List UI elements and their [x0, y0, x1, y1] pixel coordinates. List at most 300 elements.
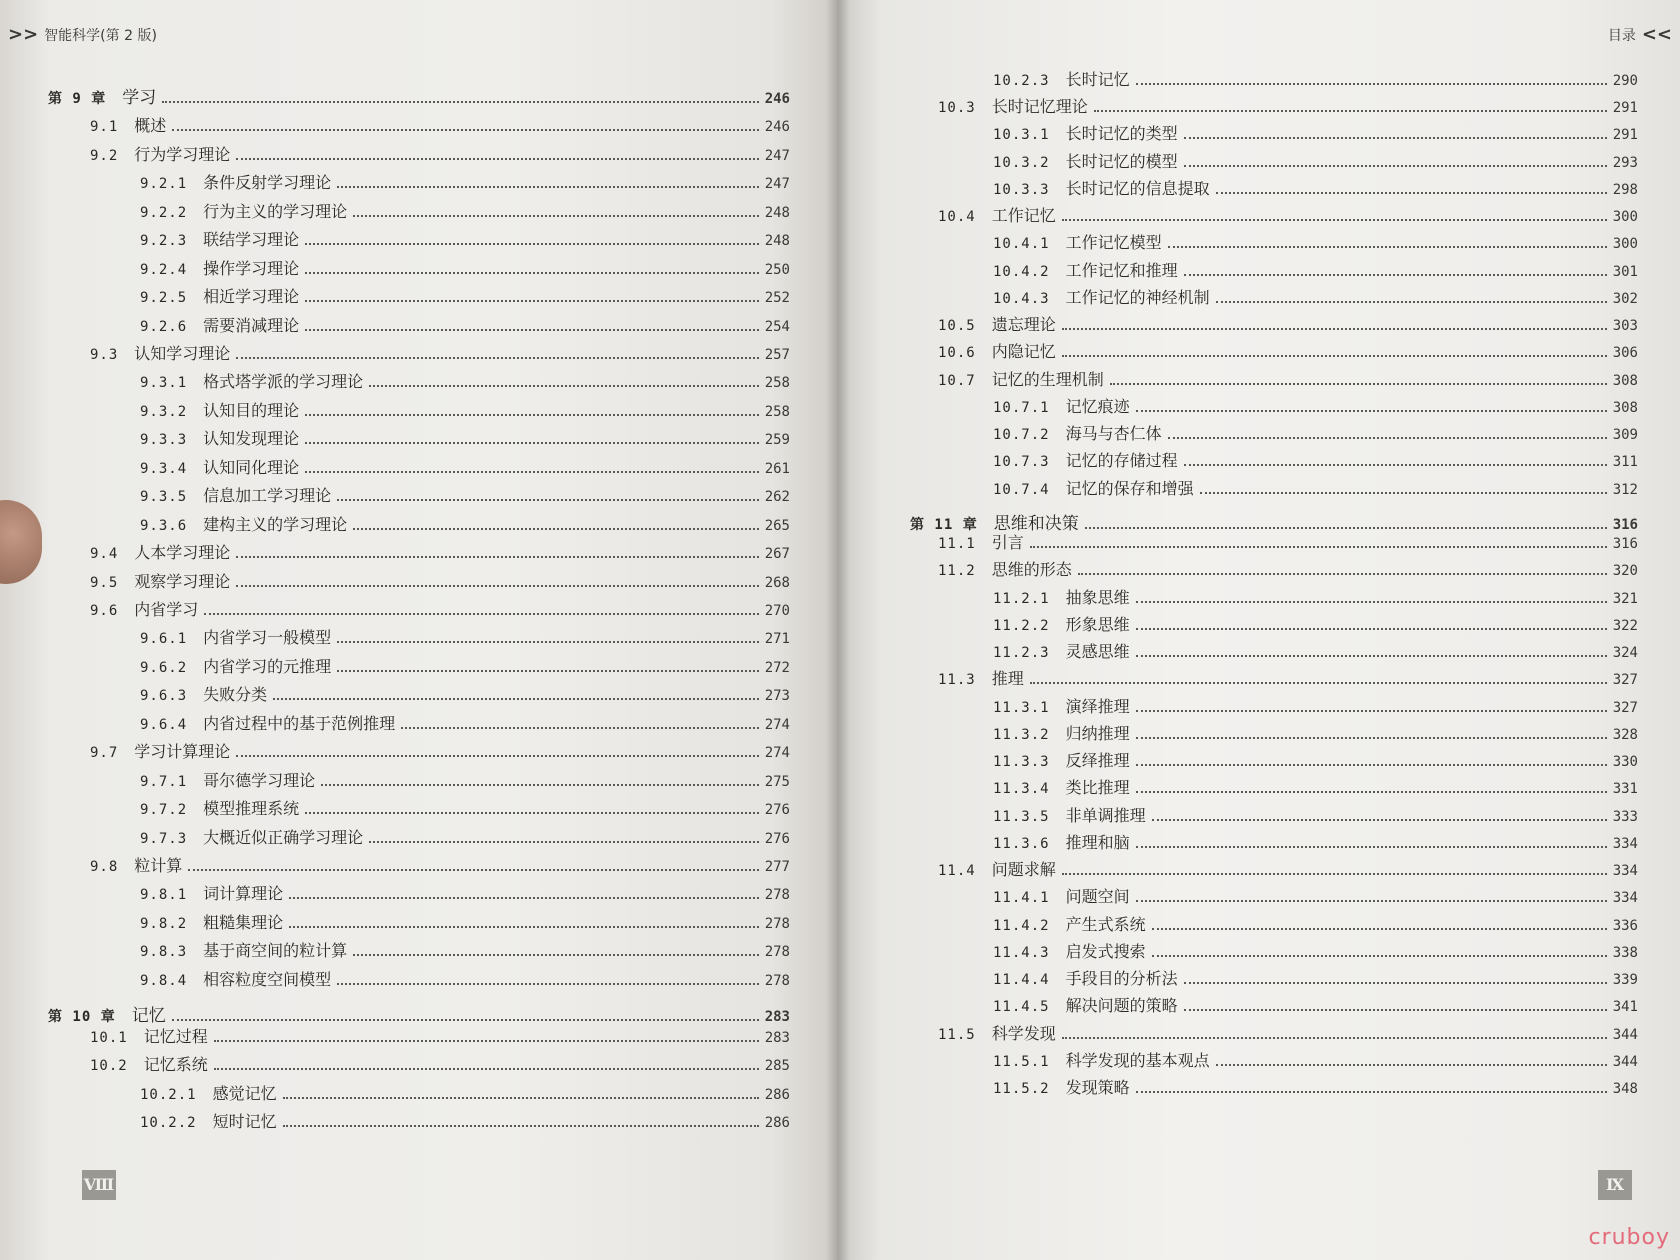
section-number: 11.3.4 — [993, 781, 1050, 797]
section-title: 感觉记忆 — [212, 1084, 277, 1103]
page-ref: 275 — [764, 774, 790, 790]
page-ref: 334 — [1612, 863, 1638, 879]
dot-leader — [305, 812, 759, 814]
section-title: 认知学习理论 — [134, 344, 231, 363]
section-title: 灵感思维 — [1065, 642, 1130, 661]
toc-entry — [993, 479, 1638, 500]
page-ref: 316 — [1612, 536, 1638, 552]
toc-chapter-entry — [910, 514, 1638, 535]
page-ref: 278 — [764, 973, 790, 989]
dot-leader — [236, 755, 758, 757]
dot-leader — [353, 528, 759, 530]
toc-entry — [90, 1055, 790, 1076]
section-title: 记忆 — [131, 1006, 166, 1026]
toc-entry — [140, 230, 790, 251]
toc-entry — [993, 615, 1638, 636]
dot-leader — [1136, 628, 1607, 630]
section-title: 长时记忆的模型 — [1065, 152, 1178, 171]
dot-leader — [283, 1097, 759, 1099]
section-number: 10.2.3 — [993, 73, 1050, 89]
toc-entry — [993, 397, 1638, 418]
toc-entry — [140, 913, 790, 934]
section-title: 工作记忆和推理 — [1065, 261, 1178, 280]
page-ref: 291 — [1612, 100, 1638, 116]
section-title: 概述 — [134, 116, 167, 135]
toc-entry — [90, 600, 790, 621]
page-ref: 320 — [1612, 563, 1638, 579]
toc-entry — [993, 451, 1638, 472]
page-ref: 246 — [764, 119, 790, 135]
page-ref: 271 — [764, 631, 790, 647]
right-toc — [838, 0, 1680, 1260]
dot-leader — [1085, 527, 1607, 529]
section-number: 10.2.2 — [140, 1115, 197, 1131]
toc-entry — [993, 70, 1638, 91]
dot-leader — [1216, 192, 1607, 194]
toc-entry — [993, 915, 1638, 936]
dot-leader — [369, 841, 759, 843]
section-title: 学习计算理论 — [134, 742, 231, 761]
toc-chapter-entry — [48, 88, 790, 109]
section-number: 10.4.3 — [993, 291, 1050, 307]
right-chevron: << — [1641, 24, 1672, 45]
section-title: 认知发现理论 — [203, 429, 300, 448]
section-number: 10.6 — [938, 345, 976, 361]
toc-entry — [140, 458, 790, 479]
page-ref: 258 — [764, 375, 790, 391]
toc-entry — [993, 152, 1638, 173]
dot-leader — [1110, 383, 1607, 385]
toc-entry — [140, 799, 790, 820]
section-title: 相近学习理论 — [203, 287, 300, 306]
dot-leader — [1216, 301, 1607, 303]
page-ref: 248 — [764, 205, 790, 221]
dot-leader — [369, 385, 759, 387]
toc-entry — [993, 942, 1638, 963]
page-ref: 311 — [1612, 454, 1638, 470]
section-number: 11.4.5 — [993, 999, 1050, 1015]
dot-leader — [1030, 682, 1607, 684]
section-title: 长时记忆的信息提取 — [1065, 179, 1210, 198]
left-chevron: >> — [8, 24, 39, 45]
page-ref: 258 — [764, 404, 790, 420]
page-ref: 277 — [764, 859, 790, 875]
page-ref: 286 — [764, 1115, 790, 1131]
toc-entry — [140, 287, 790, 308]
dot-leader — [1168, 246, 1607, 248]
section-number: 9.6.3 — [140, 688, 188, 704]
section-number: 11.2.1 — [993, 591, 1050, 607]
page-ref: 348 — [1612, 1081, 1638, 1097]
dot-leader — [1062, 328, 1607, 330]
section-number: 10.3 — [938, 100, 976, 116]
section-number: 10.7 — [938, 373, 976, 389]
page-ref: 333 — [1612, 809, 1638, 825]
page-ref: 324 — [1612, 645, 1638, 661]
dot-leader — [289, 897, 759, 899]
section-number: 10.7.3 — [993, 454, 1050, 470]
page-ref: 322 — [1612, 618, 1638, 634]
dot-leader — [188, 869, 758, 871]
toc-entry — [140, 202, 790, 223]
page-ref: 308 — [1612, 373, 1638, 389]
page-ref: 321 — [1612, 591, 1638, 607]
section-title: 推理 — [991, 669, 1024, 688]
toc-entry — [90, 344, 790, 365]
right-page — [838, 0, 1680, 1260]
page-ref: 246 — [764, 91, 790, 107]
section-title: 形象思维 — [1065, 615, 1130, 634]
section-number: 10.2.1 — [140, 1087, 197, 1103]
page-ref: 331 — [1612, 781, 1638, 797]
section-title: 产生式系统 — [1065, 915, 1146, 934]
dot-leader — [1152, 819, 1607, 821]
dot-leader — [236, 158, 758, 160]
section-title: 思维和决策 — [993, 514, 1079, 534]
toc-entry — [140, 941, 790, 962]
dot-leader — [1184, 274, 1607, 276]
gutter — [826, 0, 850, 1260]
page-ref: 267 — [764, 546, 790, 562]
dot-leader — [1184, 464, 1607, 466]
toc-entry — [993, 588, 1638, 609]
dot-leader — [337, 186, 759, 188]
page-ref: 262 — [764, 489, 790, 505]
dot-leader — [1152, 955, 1607, 957]
section-title: 记忆的保存和增强 — [1065, 479, 1194, 498]
section-number: 10.7.1 — [993, 400, 1050, 416]
page-ref: 250 — [764, 262, 790, 278]
section-number: 9.7.3 — [140, 831, 188, 847]
dot-leader — [1184, 165, 1607, 167]
dot-leader — [337, 983, 759, 985]
section-number: 10.3.2 — [993, 155, 1050, 171]
book-title: 智能科学(第 2 版) — [44, 28, 157, 44]
section-number: 10.7.4 — [993, 482, 1050, 498]
page-ref: 300 — [1612, 209, 1638, 225]
dot-leader — [1200, 492, 1607, 494]
toc-entry — [140, 429, 790, 450]
section-number: 9.2.5 — [140, 290, 188, 306]
page-ref: 334 — [1612, 836, 1638, 852]
toc-entry — [993, 642, 1638, 663]
page-ref: 290 — [1612, 73, 1638, 89]
toc-entry — [140, 401, 790, 422]
page-ref: 298 — [1612, 182, 1638, 198]
dot-leader — [172, 1019, 759, 1021]
dot-leader — [1136, 655, 1607, 657]
section-number: 11.5 — [938, 1027, 976, 1043]
section-number: 10.7.2 — [993, 427, 1050, 443]
toc-entry — [140, 486, 790, 507]
section-title: 信息加工学习理论 — [203, 486, 332, 505]
section-title: 内隐记忆 — [991, 342, 1056, 361]
dot-leader — [236, 357, 758, 359]
page-ref: 302 — [1612, 291, 1638, 307]
section-number: 11.4.1 — [993, 890, 1050, 906]
section-title: 失败分类 — [203, 685, 268, 704]
dot-leader — [1030, 546, 1607, 548]
dot-leader — [273, 698, 759, 700]
section-title: 内省学习的元推理 — [203, 657, 332, 676]
section-title: 记忆过程 — [143, 1027, 208, 1046]
page-ref: 283 — [764, 1030, 790, 1046]
toc-heading: 目录 — [1607, 28, 1636, 44]
section-title: 模型推理系统 — [203, 799, 300, 818]
toc-entry — [90, 856, 790, 877]
toc-entry — [140, 685, 790, 706]
page-ref: 273 — [764, 688, 790, 704]
page-ref: 265 — [764, 518, 790, 534]
section-title: 观察学习理论 — [134, 572, 231, 591]
section-title: 人本学习理论 — [134, 543, 231, 562]
section-number: 11.1 — [938, 536, 976, 552]
right-page-number: Ⅸ — [1598, 1170, 1632, 1200]
section-title: 记忆痕迹 — [1065, 397, 1130, 416]
page-ref: 338 — [1612, 945, 1638, 961]
page-ref: 306 — [1612, 345, 1638, 361]
page-ref: 252 — [764, 290, 790, 306]
page-ref: 254 — [764, 319, 790, 335]
section-title: 手段目的分析法 — [1065, 969, 1178, 988]
toc-entry — [993, 1078, 1638, 1099]
section-title: 长时记忆的类型 — [1065, 124, 1178, 143]
page-ref: 285 — [764, 1058, 790, 1074]
dot-leader — [236, 585, 758, 587]
toc-entry — [938, 560, 1638, 581]
section-number: 11.4.4 — [993, 972, 1050, 988]
page-ref: 328 — [1612, 727, 1638, 743]
section-title: 行为主义的学习理论 — [203, 202, 348, 221]
toc-entry — [993, 833, 1638, 854]
section-title: 问题求解 — [991, 860, 1056, 879]
section-title: 基于商空间的粒计算 — [203, 941, 348, 960]
page-ref: 274 — [764, 745, 790, 761]
toc-entry — [993, 806, 1638, 827]
section-title: 哥尔德学习理论 — [203, 771, 316, 790]
dot-leader — [401, 727, 759, 729]
toc-entry — [140, 970, 790, 991]
dot-leader — [353, 215, 759, 217]
section-number: 11.2 — [938, 563, 976, 579]
page-ref: 316 — [1612, 517, 1638, 533]
section-number: 9.3.5 — [140, 489, 188, 505]
dot-leader — [337, 641, 759, 643]
left-page-number: Ⅷ — [82, 1170, 116, 1200]
section-number: 9.2.6 — [140, 319, 188, 335]
toc-entry — [993, 751, 1638, 772]
page-ref: 344 — [1612, 1054, 1638, 1070]
section-number: 9.8.1 — [140, 887, 188, 903]
section-number: 11.4.2 — [993, 918, 1050, 934]
page-ref: 308 — [1612, 400, 1638, 416]
section-number: 9.6 — [90, 603, 119, 619]
toc-entry — [993, 996, 1638, 1017]
toc-entry — [140, 316, 790, 337]
section-number: 10.5 — [938, 318, 976, 334]
section-title: 长时记忆理论 — [991, 97, 1088, 116]
dot-leader — [353, 954, 759, 956]
page-ref: 247 — [764, 148, 790, 164]
section-number: 11.3.5 — [993, 809, 1050, 825]
toc-entry — [993, 1051, 1638, 1072]
section-title: 归纳推理 — [1065, 724, 1130, 743]
section-title: 建构主义的学习理论 — [203, 515, 348, 534]
section-title: 推理和脑 — [1065, 833, 1130, 852]
toc-entry — [938, 1024, 1638, 1045]
page-ref: 309 — [1612, 427, 1638, 443]
dot-leader — [204, 613, 758, 615]
page-ref: 276 — [764, 831, 790, 847]
dot-leader — [1136, 1091, 1607, 1093]
section-number: 11.3.3 — [993, 754, 1050, 770]
toc-entry — [938, 370, 1638, 391]
section-title: 思维的形态 — [991, 560, 1072, 579]
section-title: 遗忘理论 — [991, 315, 1056, 334]
section-number: 11.2.2 — [993, 618, 1050, 634]
toc-entry — [140, 884, 790, 905]
dot-leader — [1078, 573, 1607, 575]
section-number: 11.5.1 — [993, 1054, 1050, 1070]
toc-entry — [938, 206, 1638, 227]
dot-leader — [305, 471, 759, 473]
dot-leader — [305, 329, 759, 331]
section-number: 9.3.2 — [140, 404, 188, 420]
section-number: 11.3 — [938, 672, 976, 688]
page-ref: 286 — [764, 1087, 790, 1103]
toc-entry — [993, 969, 1638, 990]
dot-leader — [305, 442, 759, 444]
section-title: 记忆的生理机制 — [991, 370, 1104, 389]
section-number: 9.3.1 — [140, 375, 188, 391]
dot-leader — [1136, 710, 1607, 712]
page-ref: 276 — [764, 802, 790, 818]
section-number: 9.6.2 — [140, 660, 188, 676]
section-title: 问题空间 — [1065, 887, 1130, 906]
toc-entry — [993, 261, 1638, 282]
dot-leader — [321, 784, 759, 786]
dot-leader — [1062, 873, 1607, 875]
page-ref: 327 — [1612, 700, 1638, 716]
section-number: 10.3.3 — [993, 182, 1050, 198]
dot-leader — [162, 101, 758, 103]
page-ref: 272 — [764, 660, 790, 676]
toc-entry — [993, 124, 1638, 145]
page-ref: 278 — [764, 944, 790, 960]
section-title: 长时记忆 — [1065, 70, 1130, 89]
page-ref: 248 — [764, 233, 790, 249]
section-number: 11.4 — [938, 863, 976, 879]
toc-entry — [993, 233, 1638, 254]
section-title: 行为学习理论 — [134, 145, 231, 164]
toc-entry — [993, 288, 1638, 309]
toc-entry — [938, 315, 1638, 336]
toc-entry — [90, 572, 790, 593]
section-number: 10.2 — [90, 1058, 128, 1074]
section-number: 第 11 章 — [910, 517, 978, 533]
toc-entry — [993, 179, 1638, 200]
dot-leader — [289, 926, 759, 928]
page-ref: 270 — [764, 603, 790, 619]
dot-leader — [1184, 982, 1607, 984]
toc-entry — [140, 372, 790, 393]
page-ref: 291 — [1612, 127, 1638, 143]
section-title: 学习 — [122, 88, 157, 108]
toc-entry — [140, 628, 790, 649]
toc-entry — [938, 669, 1638, 690]
toc-entry — [90, 742, 790, 763]
dot-leader — [1152, 928, 1607, 930]
page-ref: 336 — [1612, 918, 1638, 934]
dot-leader — [1216, 1064, 1607, 1066]
section-number: 11.3.1 — [993, 700, 1050, 716]
section-title: 记忆系统 — [143, 1055, 208, 1074]
section-number: 9.4 — [90, 546, 119, 562]
section-number: 11.3.2 — [993, 727, 1050, 743]
section-title: 条件反射学习理论 — [203, 173, 332, 192]
page-ref: 259 — [764, 432, 790, 448]
section-number: 9.7.2 — [140, 802, 188, 818]
section-title: 需要消减理论 — [203, 316, 300, 335]
page-ref: 303 — [1612, 318, 1638, 334]
toc-entry — [993, 697, 1638, 718]
dot-leader — [1062, 219, 1607, 221]
section-number: 9.3.4 — [140, 461, 188, 477]
section-number: 11.3.6 — [993, 836, 1050, 852]
toc-entry — [993, 778, 1638, 799]
section-title: 格式塔学派的学习理论 — [203, 372, 364, 391]
toc-entry — [938, 860, 1638, 881]
dot-leader — [1136, 846, 1607, 848]
section-number: 9.7 — [90, 745, 119, 761]
toc-entry — [938, 342, 1638, 363]
watermark: cruboy — [1588, 1225, 1670, 1250]
section-title: 科学发现 — [991, 1024, 1056, 1043]
section-title: 操作学习理论 — [203, 259, 300, 278]
section-number: 9.3 — [90, 347, 119, 363]
toc-entry — [938, 533, 1638, 554]
section-title: 抽象思维 — [1065, 588, 1130, 607]
page-ref: 274 — [764, 717, 790, 733]
dot-leader — [337, 670, 759, 672]
section-number: 9.8.4 — [140, 973, 188, 989]
dot-leader — [1136, 791, 1607, 793]
toc-entry — [993, 887, 1638, 908]
section-number: 10.4.2 — [993, 264, 1050, 280]
section-number: 第 9 章 — [48, 91, 107, 107]
section-number: 10.4 — [938, 209, 976, 225]
section-number: 9.2 — [90, 148, 119, 164]
section-number: 9.2.2 — [140, 205, 188, 221]
section-title: 大概近似正确学习理论 — [203, 828, 364, 847]
section-number: 10.1 — [90, 1030, 128, 1046]
section-title: 工作记忆 — [991, 206, 1056, 225]
section-title: 认知目的理论 — [203, 401, 300, 420]
toc-entry — [140, 828, 790, 849]
section-title: 粒计算 — [134, 856, 183, 875]
section-number: 9.6.1 — [140, 631, 188, 647]
toc-entry — [140, 515, 790, 536]
toc-entry — [140, 714, 790, 735]
section-title: 记忆的存储过程 — [1065, 451, 1178, 470]
section-number: 11.4.3 — [993, 945, 1050, 961]
section-title: 科学发现的基本观点 — [1065, 1051, 1210, 1070]
page-ref: 278 — [764, 916, 790, 932]
page-ref: 300 — [1612, 236, 1638, 252]
dot-leader — [1136, 410, 1607, 412]
dot-leader — [337, 499, 759, 501]
dot-leader — [305, 414, 759, 416]
